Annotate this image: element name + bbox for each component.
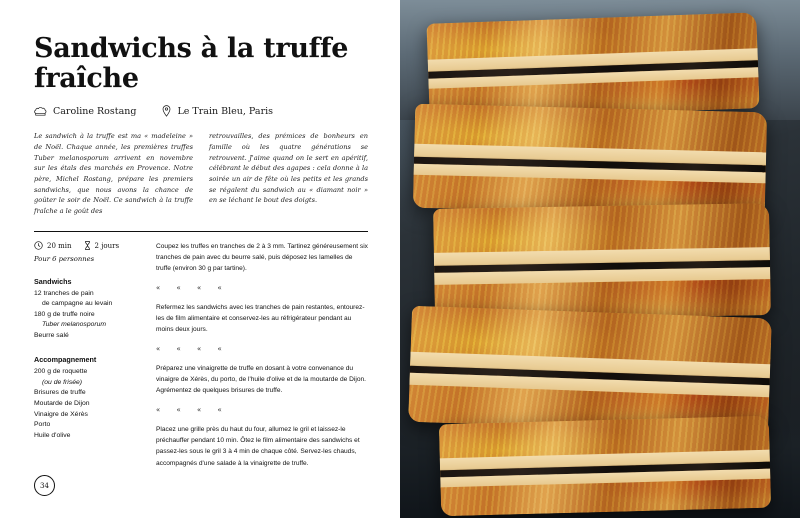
- recipe-step: Placez une grille près du haut du four, allumez le gril et laissez-le préchauffer pendant 10 min. Ôtez le film alimentaire des sandwichs et passez-les sous le gril 3 à 4 min de chaque côté. Servez-les chauds, accompagnés d'une salade à la vinaigrette de truffe.: [156, 426, 360, 467]
- ingredient-group-sandwichs: [34, 277, 138, 342]
- ingredient-item: Beurre salé: [34, 331, 69, 339]
- step-separator: « « « «: [156, 345, 229, 354]
- ingredient-item: Porto: [34, 421, 51, 429]
- left-page-content: [34, 0, 368, 518]
- page-number: 34: [34, 475, 55, 496]
- sandwich-slice: [433, 203, 771, 321]
- chef-credit: [34, 106, 136, 117]
- ingredient-list: [34, 289, 138, 342]
- restaurant-name: Le Train Bleu, Paris: [177, 105, 274, 117]
- sandwich-slice: [413, 104, 767, 217]
- hourglass-icon: [84, 241, 91, 252]
- recipe-step: Coupez les truffes en tranches de 2 à 3 mm. Tartinez généreusement six tranches de pain avec du beurre salé, puis déposez les lamelles de truffe (environ 30 g par tartine).: [156, 242, 368, 272]
- sandwich-slice: [426, 12, 759, 119]
- ingredient-item: 12 tranches de pain: [34, 289, 94, 297]
- sandwich-slice: [439, 416, 771, 517]
- clock-icon: [34, 241, 43, 252]
- location-pin-icon: [162, 105, 171, 117]
- prep-time-label: 20 min: [47, 242, 72, 251]
- recipe-intro: [34, 131, 368, 216]
- ingredient-item: Brisures de truffe: [34, 389, 86, 397]
- recipe-body: [34, 241, 368, 469]
- sandwich-slice: [408, 306, 772, 434]
- recipe-step: Préparez une vinaigrette de truffe en dosant à votre convenance du vinaigre de Xérès, du porto, de l'huile d'olive et de la moutarde de Dijon. Agrémentez de quelques brisures de truffe.: [156, 365, 366, 395]
- ingredient-group-accompagnement: [34, 355, 138, 441]
- ingredient-item: (ou de frisée): [42, 378, 83, 386]
- intro-column-right: retrouvailles, des prémices de bonheurs en famille où les quatre générations se retrouvent. J'aime quand on le sert en apéritif, célébrant le début des agapes : cela donne à la soirée un air de fête où les petits et les grands se régalent du sandwich au « diamant noir » en se léchant le bout des doigts.: [209, 132, 368, 205]
- recipe-credits: [34, 105, 368, 117]
- restaurant-credit: [162, 105, 273, 117]
- ingredient-item: 180 g de truffe noire: [34, 310, 95, 318]
- step-separator: « « « «: [156, 283, 229, 292]
- ingredient-item: Moutarde de Dijon: [34, 400, 90, 407]
- recipe-step: Refermez les sandwichs avec les tranches de pain restantes, entourez-les de film alimentaire et conservez-les au réfrigérateur pendant au moins deux jours.: [156, 303, 365, 334]
- recipe-title: Sandwichs à la truffe fraîche: [34, 33, 349, 94]
- timing-row: [34, 241, 138, 252]
- ingredient-item: Tuber melanosporum: [42, 321, 107, 329]
- ingredient-group-heading: Accompagnement: [34, 355, 97, 365]
- chef-hat-icon: [34, 106, 47, 117]
- steps-column: [156, 241, 368, 469]
- intro-column-left: Le sandwich à la truffe est ma « madeleine » de Noël. Chaque année, les premières truffes Tuber melanosporum arrivent en novembre sur les étals des marchés en Provence. Notre père, Michel Rostang, prépare les premiers sandwichs, que nous avons la chance de goûter le soir de Noël. Ce sandwich à la truffe fraîche a le goût des: [34, 132, 193, 216]
- ingredient-item: de campagne au levain: [42, 300, 113, 308]
- rest-time-label: 2 jours: [94, 242, 120, 251]
- servings-label: Pour 6 personnes: [34, 254, 95, 263]
- recipe-photo: [400, 0, 800, 518]
- prep-time: [34, 241, 72, 252]
- ingredient-list: [34, 367, 138, 441]
- chef-name: Caroline Rostang: [53, 105, 137, 117]
- ingredients-column: [34, 241, 138, 469]
- ingredient-item: 200 g de roquette: [34, 368, 88, 376]
- photo-background: [400, 0, 800, 518]
- ingredient-item: Vinaigre de Xérès: [34, 410, 88, 418]
- ingredient-group-heading: Sandwichs: [34, 276, 72, 286]
- step-separator: « « « «: [156, 406, 229, 415]
- divider: [34, 231, 368, 232]
- ingredient-item: Huile d'olive: [34, 431, 71, 439]
- rest-time: [84, 241, 120, 252]
